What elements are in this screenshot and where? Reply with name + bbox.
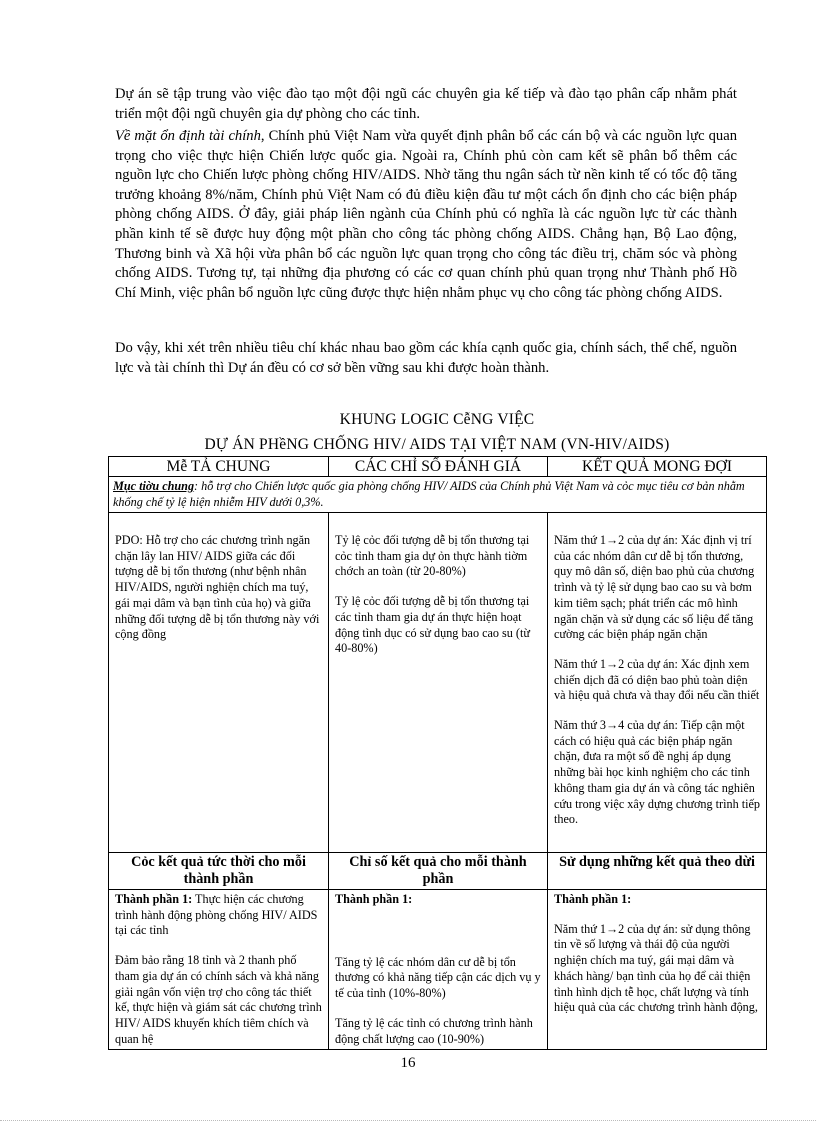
page-bottom-divider [0, 1120, 816, 1121]
component-cell-col3 [548, 890, 767, 1050]
expected-result-item: Năm thứ 1→2 của dự án: Xác định vị trí của các nhóm dân cư dễ bị tổn thương, quy mô dân số, diện bao phủ của chương trình và tỷ lệ sử dụng bao cao su và bơm kim tiêm sạch; phát triển các mô hình ngăn chặn và sử dụng các số liệu để tăng cường các biện pháp ngăn chặn [554, 533, 755, 642]
framework-subtitle: DỰ ÁN PHềNG CHỐNG HIV/ AIDS TẠI VIỆT NAM (VN-HIV/AIDS) [204, 436, 670, 453]
page-number: 16 [400, 1055, 416, 1071]
expected-result-item: Năm thứ 3→4 của dự án: Tiếp cận một cách có hiệu quả các biện pháp ngăn chặn, đưa ra một số đề nghị áp dụng những bài học kinh nghiệm cho các tỉnh không tham gia dự án và công tác nghiên cứu trong việc xây dựng chương trình tiếp theo. [554, 718, 760, 827]
paragraph-body: , Chính phủ Việt Nam vừa quyết định phân bổ các cán bộ và các nguồn lực quan trọng cho việc thực hiện Chiến lược quốc gia. Ngoài ra, Chính phủ còn cam kết sẽ phân bổ thêm các nguồn lực cho Chiến lược phòng chống HIV/AIDS. Nhờ tăng thu ngân sách từ nền kinh tế có tốc độ tăng trưởng khoảng 8%/năm, Chính phủ Việt Nam có đủ điều kiện đầu tư một cách ổn định cho các biện pháp phòng chống AIDS. Ở đây, giải pháp liên ngành của Chính phủ có nghĩa là các nguồn lực từ các thành phần kinh tế sẽ được huy động một phần cho công tác phòng chống AIDS. Chẳng hạn, Bộ Lao động, Thương binh và Xã hội vừa phân bổ các nguồn lực quan trọng cho công tác điều trị, chăm sóc và phòng chống AIDS. Tương tự, tại những địa phương có các cơ quan chính phủ quan trọng như Thành phố Hồ Chí Minh, việc phân bổ nguồn lực cũng được thực hiện nhằm phục vụ cho công tác phòng chống AIDS. [115, 128, 737, 301]
component-detail: Đảm bảo rằng 18 tỉnh và 2 thanh phố tham gia dự án có chính sách và khả năng giải ngân vốn viện trợ cho công tác thiết kế, thực hiện và giám sát các chương trình HIV/ AIDS khuyến khích tiêm chích và quan hệ [115, 953, 322, 1046]
component-label: Thành phần 1: [115, 892, 193, 906]
header-general-description: Mễ TẢ CHUNG [109, 457, 329, 477]
general-goal-text: : hỗ trợ cho Chiến lược quốc gia phòng chống HIV/ AIDS của Chính phủ Việt Nam và cỏc mục tiêu cơ bản nhằm khống chế tỷ lệ hiện nhiễm HIV dưới 0,3%. [113, 479, 745, 509]
indicator-cell [329, 513, 548, 853]
table-header-row [109, 457, 767, 477]
component-monitoring-text: Năm thứ 1→2 của dự án: sử dụng thông tin về số lượng và thái độ của người nghiện chích ma tuý, gái mại dâm và khách hàng/ bạn tình của họ để cải thiện tình hình dịch tễ học, chất lượng và tính hiệu quả của các chương trình hành động, [554, 921, 758, 1015]
header-evaluation-indicators: CÁC CHỈ SỐ ĐÁNH GIÁ [329, 457, 548, 477]
logic-framework-table [108, 456, 767, 1050]
expected-result-item: Năm thứ 1→2 của dự án: Xác định xem chiến dịch đã có diện bao phủ toàn diện và hiệu quả chưa và thay đổi nếu cần thiết [554, 656, 760, 703]
general-goal-label: Mục tiờu chung [113, 479, 195, 493]
header-expected-results: KẾT QUẢ MONG ĐỢI [548, 457, 767, 477]
component-label: Thành phần 1: [335, 892, 413, 906]
indicator-item: Tỷ lệ cỏc đối tượng dễ bị tổn thương tại cỏc tỉnh tham gia dự ỏn thực hành tiờm chớch an toàn (từ 20-80%) [335, 533, 530, 579]
general-goal-cell [109, 477, 767, 513]
table-subheader-row [109, 853, 767, 890]
component-description: Thực hiện các chương trình hành động phòng chống HIV/ AIDS tại các tỉnh [115, 892, 318, 938]
paragraph-training: Dự án sẽ tập trung vào việc đào tạo một đội ngũ các chuyên gia kế tiếp và đào tạo phân cấp nhằm phát triển một đội ngũ chuyên gia dự phòng cho các tỉnh. [115, 86, 737, 122]
indicator-item: Tỷ lệ cỏc đối tượng dễ bị tổn thương tại các tỉnh tham gia dự án thực hiện hoạt động tình dục có sử dụng bao cao su (từ 40-80%) [335, 594, 530, 656]
paragraph-financial-stability [115, 127, 737, 303]
component-label: Thành phần 1: [554, 892, 632, 906]
header-monitoring-use: Sử dụng những kết quả theo dừi [548, 853, 767, 890]
table-row-component-1 [109, 890, 767, 1050]
component-cell-col2 [329, 890, 548, 1050]
paragraph-lead-italic: Về mặt ổn định tài chính [115, 128, 261, 144]
table-row-pdo [109, 513, 767, 853]
component-cell-col1 [109, 890, 329, 1050]
framework-title: KHUNG LOGIC CễNG VIỆC [339, 411, 535, 428]
pdo-cell [109, 513, 329, 853]
pdo-text: PDO: Hỗ trợ cho các chương trình ngăn chặn lây lan HIV/ AIDS giữa các đối tượng dễ bị tổn thương (như bệnh nhân HIV/AIDS, người nghiện chích ma tuý, gái mại dâm và bạn tình của họ) và giữa những đối tượng dễ bị tổn thương này với cộng đồng [115, 533, 320, 642]
component-indicator-item: Tăng tỷ lệ các nhóm dân cư dễ bị tổn thương có khả năng tiếp cận các dịch vụ y tế của tỉnh (10%-80%) [335, 954, 541, 1001]
general-goal-row [109, 477, 767, 513]
paragraph-conclusion: Do vậy, khi xét trên nhiều tiêu chí khác nhau bao gồm các khía cạnh quốc gia, chính sách, thể chế, nguồn lực và tài chính thì Dự án đều có cơ sở bền vững sau khi được hoàn thành. [115, 340, 737, 376]
header-result-indicators: Chỉ số kết quả cho mỗi thành phần [329, 853, 548, 890]
component-indicator-item: Tăng tỷ lệ các tỉnh có chương trình hành động chất lượng cao (10-90%) [335, 1015, 533, 1046]
header-immediate-results: Cỏc kết quả tức thời cho mỗi thành phần [109, 853, 329, 890]
expected-result-cell [548, 513, 767, 853]
